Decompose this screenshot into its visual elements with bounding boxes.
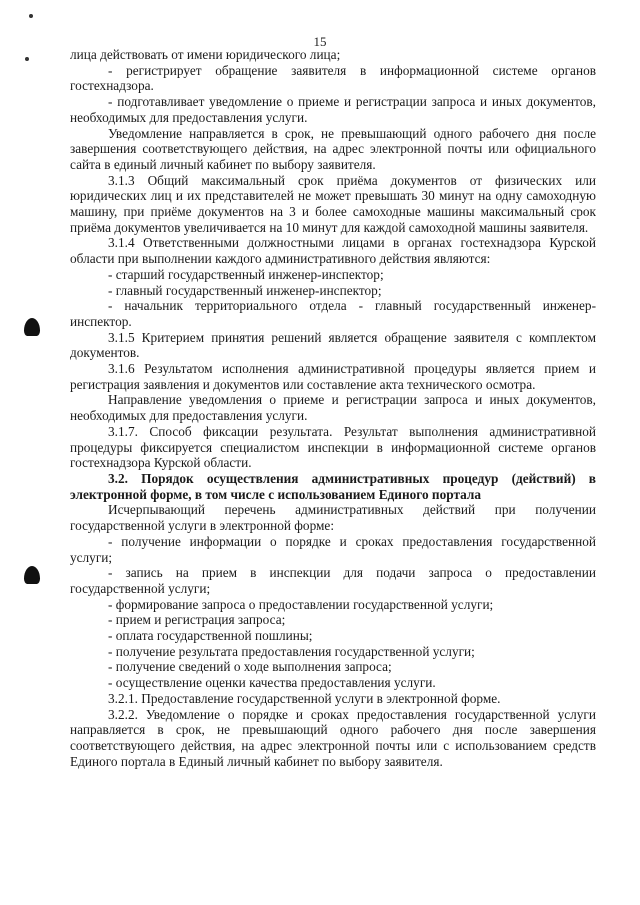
paragraph: - получение сведений о ходе выполнения запроса;	[108, 659, 392, 675]
paragraph: - осуществление оценки качества предоставления услуги.	[108, 675, 436, 691]
paragraph: 3.1.4 Ответственными должностными лицами в органах гостехнадзора Курской области при выполнении каждого административного действия являются:	[70, 235, 596, 267]
paragraph: - оплата государственной пошлины;	[108, 628, 313, 644]
paragraph: 3.1.3 Общий максимальный срок приёма документов от физических или юридических лиц и их представителей не может превышать 30 минут на одну самоходную машину, при приёме документов на 3 и более самоходные машины максимальный срок приёма документов увеличивается на 10 минут для каждой самоходной машины заявителя.	[70, 172, 596, 235]
scan-dot-upper	[25, 57, 29, 61]
paragraph: - прием и регистрация запроса;	[108, 612, 286, 628]
paragraph: Уведомление направляется в срок, не превышающий одного рабочего дня после завершения соответствующего действия, на адрес электронной почты или официального сайта в единый личный кабинет по выбору заявителя.	[70, 125, 596, 172]
paragraph: - старший государственный инженер-инспектор;	[108, 266, 384, 282]
paragraph: лица действовать от имени юридического лица;	[70, 47, 341, 62]
paragraph: - получение результата предоставления государственной услуги;	[108, 643, 475, 659]
paragraph: Направление уведомления о приеме и регистрации запроса и иных документов, необходимых для предоставления услуги.	[70, 392, 596, 424]
paragraph: Исчерпывающий перечень административных действий при получении государственной услуги в электронной форме:	[70, 502, 596, 534]
paragraph: - регистрирует обращение заявителя в информационной системе органов гостехнадзора.	[70, 62, 596, 94]
binder-hole-upper	[24, 318, 40, 336]
paragraph: - главный государственный инженер-инспектор;	[108, 282, 382, 298]
paragraph: 3.2.2. Уведомление о порядке и сроках предоставления государственной услуги направляется в срок, не превышающий одного рабочего дня после завершения соответствующего действия, на адрес электронной почты или с использованием средств Единого портала в Единый личный кабинет по выбору заявителя.	[70, 706, 596, 769]
document-body	[70, 47, 596, 769]
paragraph: - получение информации о порядке и сроках предоставления государственной услуги;	[70, 533, 596, 565]
paragraph: - запись на прием в инспекции для подачи запроса о предоставлении государственной услуги;	[70, 565, 596, 596]
paragraph: - начальник территориального отдела - главный государственный инженер-инспектор.	[70, 298, 596, 329]
binder-hole-lower	[24, 566, 40, 584]
paragraph: 3.1.7. Способ фиксации результата. Результат выполнения административной процедуры фиксируется специалистом инспекции в информационной системе органов гостехнадзора Курской области.	[70, 423, 596, 471]
paragraph: 3.1.5 Критерием принятия решений является обращение заявителя с комплектом документов.	[70, 329, 596, 361]
paragraph: - подготавливает уведомление о приеме и регистрации запроса и иных документов, необходимых для предоставления услуги.	[70, 94, 596, 125]
section-heading: 3.2. Порядок осуществления административных процедур (действий) в электронной форме, в том числе с использованием Единого портала	[70, 470, 596, 502]
paragraph: 3.1.6 Результатом исполнения административной процедуры является прием и регистрация заявления и документов или составление акта технического осмотра.	[70, 361, 596, 392]
page-number: 15	[313, 34, 327, 49]
paragraph: - формирование запроса о предоставлении государственной услуги;	[108, 596, 494, 612]
scan-dot-top	[29, 14, 33, 18]
paragraph: 3.2.1. Предоставление государственной услуги в электронной форме.	[108, 690, 501, 706]
